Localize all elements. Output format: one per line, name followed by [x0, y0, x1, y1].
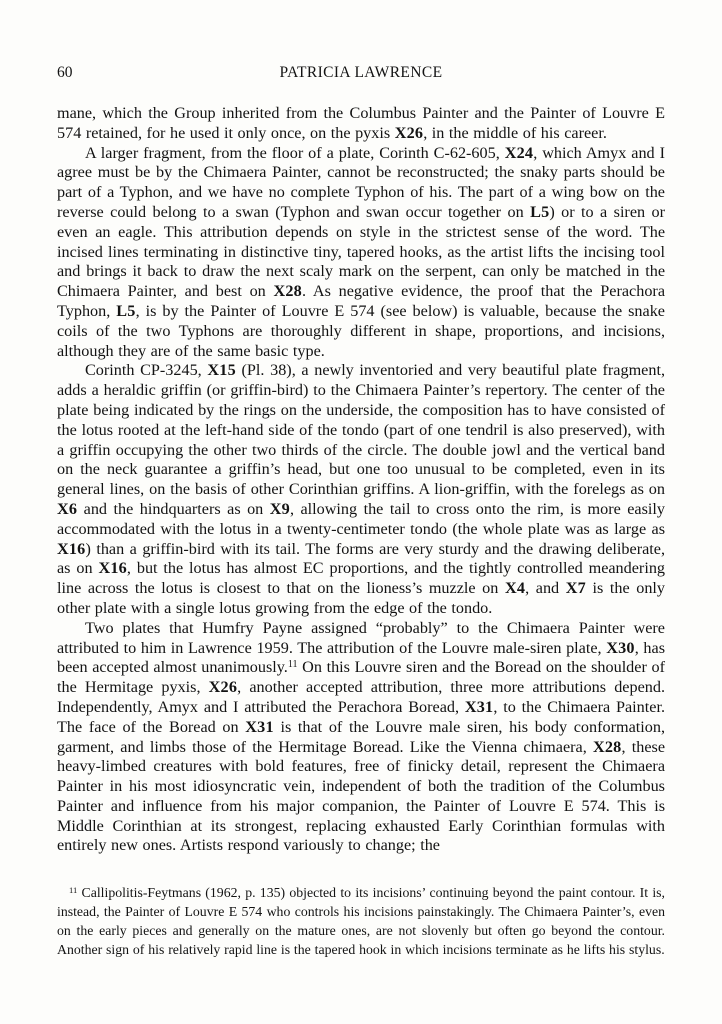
page-number: 60	[57, 64, 73, 81]
text-run: mane, which the Group inherited from the Columbus Painter and the Painter of Louvre E 574 retained, for he used it only once, on the pyxis	[57, 104, 665, 142]
catalogue-number: X4	[504, 579, 526, 598]
text-run: On this Louvre siren and the Boread on the shoulder of the Hermitage pyxis,	[57, 658, 665, 697]
paragraph	[57, 104, 665, 144]
catalogue-number: X28	[273, 282, 302, 301]
text-run: , has been accepted almost unanimously.	[57, 638, 665, 677]
catalogue-number: X28	[592, 737, 622, 756]
catalogue-number: L5	[116, 301, 136, 320]
catalogue-number: L5	[530, 202, 550, 221]
catalogue-number: X6	[57, 499, 78, 518]
text-run: . As negative evidence, the proof that the Perachora Typhon,	[57, 282, 666, 320]
text-run: , but the lotus has almost EC proportions, and the tightly controlled meandering line across the lotus is closest to that on the lioness’s muzzle on	[57, 559, 666, 598]
paragraph	[57, 144, 665, 362]
footnote-text	[57, 883, 665, 959]
text-run: , another accepted attribution, three more attributions depend. Independently, Amyx and I attributed the Perachora Boread,	[57, 678, 666, 716]
text-run: ) or to a siren or even an eagle. This attribution depends on style in the strictest sense of the word. The incised lines terminating in distinctive tiny, tapered hooks, as the artist lifts the incising tool and brings it back to draw the next scaly mark on the serpent, can only be matched in the Chimaera Painter, and best on	[57, 202, 665, 301]
paragraph	[57, 361, 665, 618]
text-run: and the hindquarters as on	[77, 499, 270, 518]
catalogue-number: X15	[207, 361, 236, 380]
catalogue-number: X16	[57, 539, 86, 558]
footnote-ref: 11	[69, 884, 78, 895]
text-run: A larger fragment, from the floor of a plate, Corinth C-62-605,	[85, 143, 505, 162]
text-run: is the only other plate with a single lotus growing from the edge of the tondo.	[57, 579, 666, 617]
catalogue-number: X26	[394, 123, 424, 142]
body-paragraphs	[57, 104, 665, 856]
text-run: , in the middle of his career.	[423, 123, 607, 142]
text-run: , which Amyx and I agree must be by the Chimaera Painter, cannot be reconstructed; the snaky parts should be part of a Typhon, and we have no complete Typhon of his. The part of a wing bow on the reverse could belong to a swan (Typhon and swan occur together on	[57, 143, 665, 221]
text-run: (Pl. 38), a newly inventoried and very beautiful plate fragment, adds a heraldic griffin (or griffin-bird) to the Chimaera Painter’s repertory. The center of the plate being indicated by the rings on the underside, the composition has to have consisted of the lotus rooted at the left-hand side of the tondo (part of one tendril is also preserved), with a griffin occupying the other two thirds of the circle. The double jowl and the vertical band on the neck guarantee a griffin’s head, but one too unusual to be completed, even in its general lines, on the basis of other Corinthian griffins. A lion-griffin, with the forelegs as on	[57, 361, 666, 499]
running-head-title: PATRICIA LAWRENCE	[279, 64, 443, 81]
text-run: , to the Chimaera Painter. The face of the Boread on	[57, 697, 665, 736]
catalogue-number: X26	[208, 678, 238, 697]
text-run: , these heavy-limbed creatures with bold features, free of finicky detail, represent the Chimaera Painter in his most idiosyncratic vein, independent of both the tradition of the Columbus Painter and influence from his major companion, the Painter of Louvre E 574. This is Middle Corinthian at its strongest, replacing exhausted Early Corinthian formulas with entirely new ones. Artists respond variously to change; the	[57, 737, 666, 855]
catalogue-number: X31	[245, 717, 274, 736]
text-run: , allowing the tail to cross onto the rim, is more easily accommodated with the lotus in a twenty-centimeter tondo (the whole plate was as large as	[57, 499, 666, 538]
text-run: Corinth CP-3245,	[85, 361, 208, 380]
catalogue-number: X16	[98, 559, 127, 578]
text-run: , and	[525, 579, 566, 598]
catalogue-number: X30	[606, 638, 635, 657]
catalogue-number: X7	[565, 579, 586, 598]
text-run: Two plates that Humfry Payne assigned “probably” to the Chimaera Painter were attributed to him in Lawrence 1959. The attribution of the Louvre male-siren plate,	[57, 618, 665, 657]
text-run: ) than a griffin-bird with its tail. The forms are very sturdy and the drawing deliberate, as on	[57, 539, 665, 578]
catalogue-number: X31	[464, 697, 494, 716]
text-run: is that of the Louvre male siren, his body conformation, garment, and limbs those of the Hermitage Boread. Like the Vienna chimaera,	[57, 717, 665, 756]
catalogue-number: X9	[269, 499, 290, 518]
text-run: Callipolitis-Feytmans (1962, p. 135) objected to its incisions’ continuing beyond the paint contour. It is, instead, the Painter of Louvre E 574 who controls his incisions painstakingly. The Chimaera Painter’s, even on the early pieces and generally on the mature ones, are not slovenly but often go beyond the contour. Another sign of his relatively rapid line is the tapered hook in which incisions terminate as he lifts his stylus.	[57, 885, 665, 958]
catalogue-number: X24	[504, 143, 534, 162]
running-header	[57, 64, 665, 86]
text-run: , is by the Painter of Louvre E 574 (see below) is valuable, because the snake coils of the two Typhons are thoroughly different in shape, proportions, and incisions, although they are of the same basic type.	[57, 301, 665, 360]
footnote	[57, 883, 665, 959]
paragraph	[57, 619, 665, 857]
footnote-ref: 11	[287, 658, 298, 670]
